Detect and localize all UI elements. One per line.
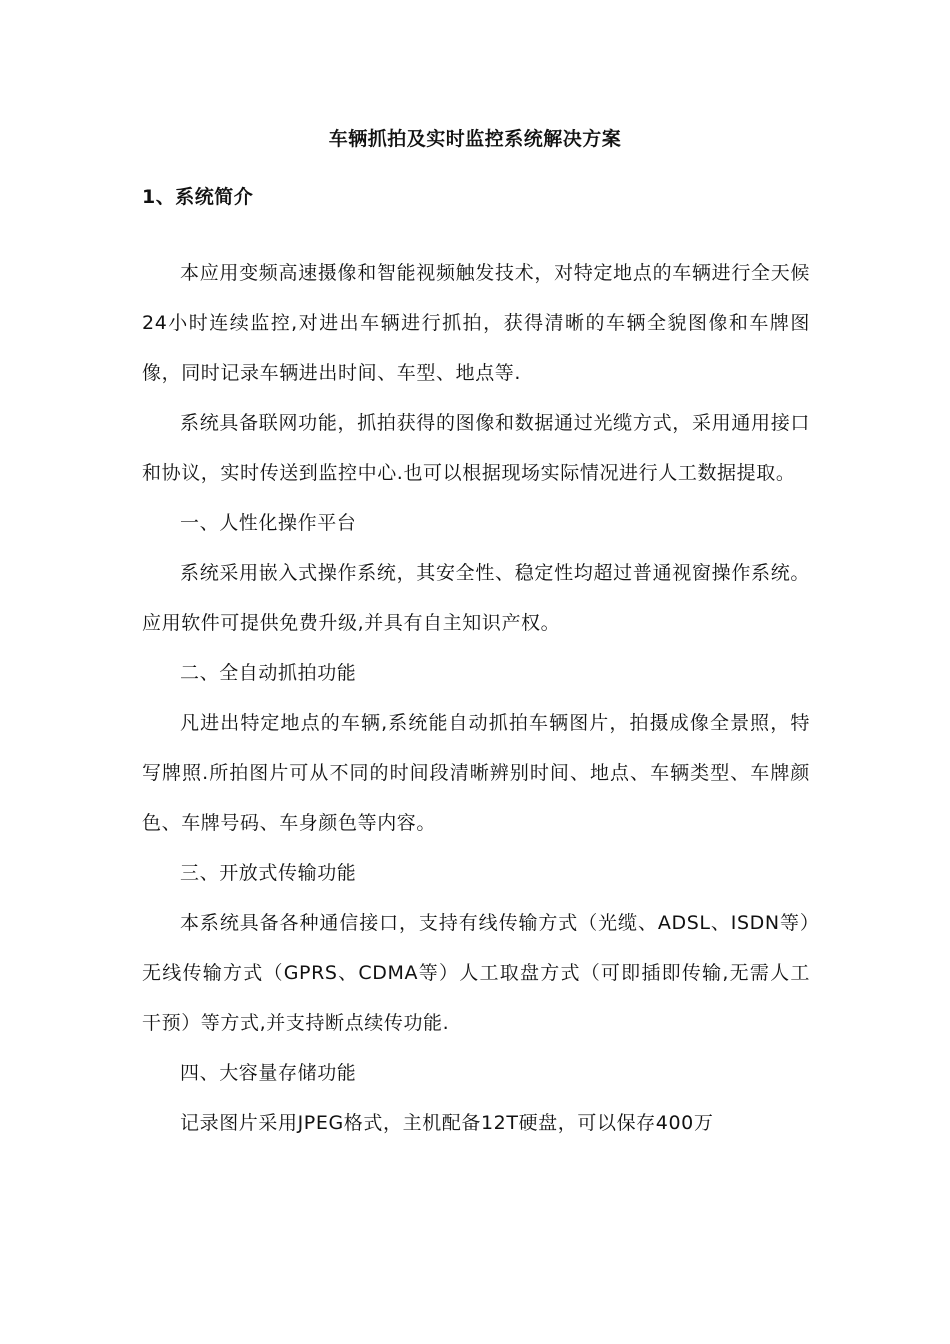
subheading-platform: 一、人性化操作平台 (180, 512, 357, 534)
paragraph-storage: 记录图片采用JPEG格式，主机配备12T硬盘，可以保存400万 (180, 1112, 714, 1134)
subheading-storage: 四、大容量存储功能 (180, 1062, 357, 1084)
paragraph-capture: 凡进出特定地点的车辆,系统能自动抓拍车辆图片，拍摄成像全景照，特写牌照.所拍图片可从不同的时间段清晰辨别时间、地点、车辆类型、车牌颜色、车牌号码、车身颜色等内容。 (142, 712, 810, 834)
paragraph-transmission: 本系统具备各种通信接口，支持有线传输方式（光缆、ADSL、ISDN等）无线传输方式（GPRS、CDMA等）人工取盘方式（可即插即传输,无需人工干预）等方式,并支持断点续传功能. (142, 912, 810, 1034)
subheading-capture: 二、全自动抓拍功能 (180, 662, 357, 684)
subheading-transmission: 三、开放式传输功能 (180, 862, 357, 884)
section-heading: 1、系统简介 (142, 186, 254, 208)
paragraph-network: 系统具备联网功能，抓拍获得的图像和数据通过光缆方式，采用通用接口和协议，实时传送到监控中心.也可以根据现场实际情况进行人工数据提取。 (142, 412, 810, 484)
document-title: 车辆抓拍及实时监控系统解决方案 (328, 128, 622, 150)
paragraph-intro: 本应用变频高速摄像和智能视频触发技术，对特定地点的车辆进行全天候24小时连续监控,对进出车辆进行抓拍，获得清晰的车辆全貌图像和车牌图像，同时记录车辆进出时间、车型、地点等. (142, 262, 810, 384)
document-body (142, 248, 810, 1148)
paragraph-platform: 系统采用嵌入式操作系统，其安全性、稳定性均超过普通视窗操作系统。应用软件可提供免费升级,并具有自主知识产权。 (142, 562, 810, 634)
